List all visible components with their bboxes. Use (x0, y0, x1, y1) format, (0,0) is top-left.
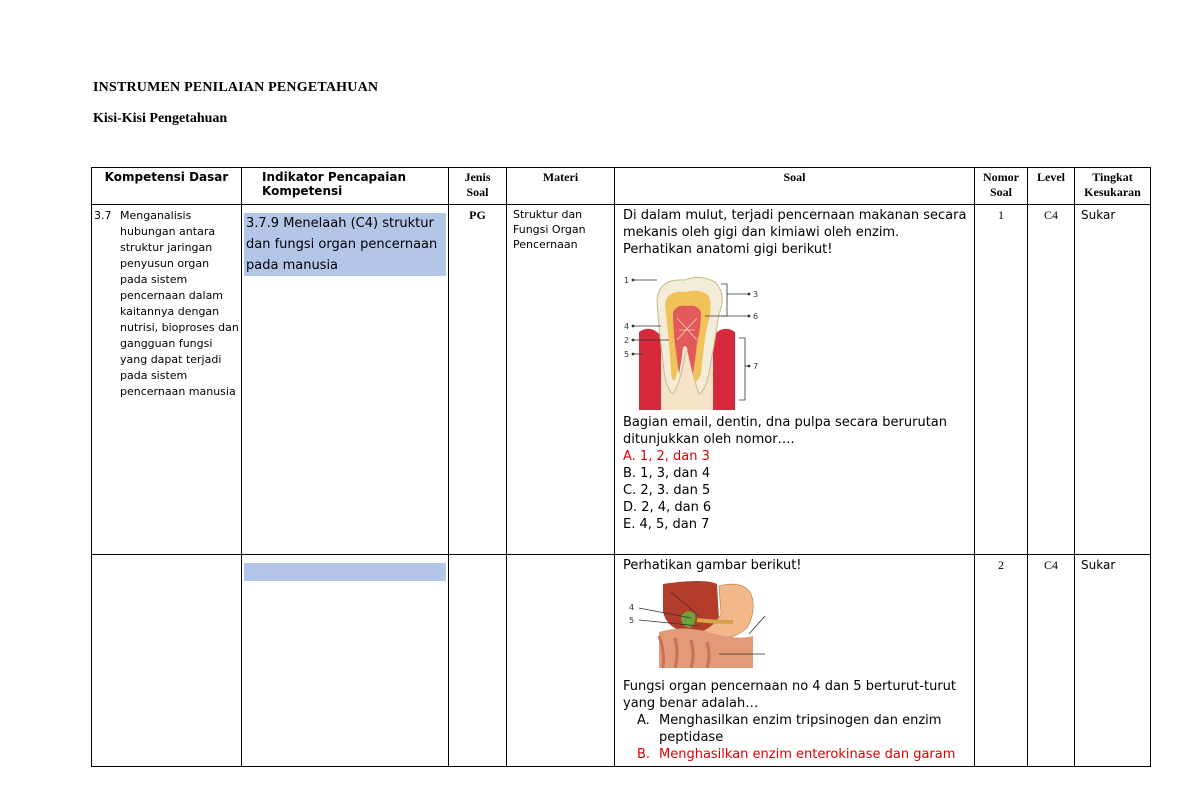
tingkat-kesukaran-cell: Sukar (1075, 555, 1151, 767)
tooth-label-6: 6 (753, 312, 759, 321)
answer-option-a: A. 1, 2, dan 3 (623, 449, 710, 464)
digestive-organs-figure (615, 576, 775, 668)
answer-option-b: B. Menghasilkan enzim enterokinase dan garam (637, 747, 956, 762)
indikator-cell (242, 555, 449, 767)
tooth-anatomy-figure (615, 270, 765, 410)
materi-cell (507, 555, 615, 767)
kd-description: Menganalisis hubungan antara struktur jaringan penyusun organ pada sistem pencernaan dalam kaitannya dengan nutrisi, bioproses dan gangguan fungsi yang dapat terjadi pada sistem pencernaan manusia (120, 209, 239, 398)
table-header-row (92, 168, 1151, 205)
tooth-label-5: 5 (624, 350, 630, 359)
materi-cell: Struktur dan Fungsi Organ Pencernaan (507, 205, 615, 555)
indikator-highlight (244, 563, 446, 581)
tooth-label-7: 7 (753, 362, 759, 371)
tooth-label-2: 2 (624, 336, 630, 345)
document-title: INSTRUMEN PENILAIAN PENGETAHUAN (93, 80, 379, 95)
header-level: Level (1028, 168, 1075, 205)
header-indikator: Indikator Pencapaian Kompetensi (242, 168, 449, 205)
answer-option-a: A. Menghasilkan enzim tripsinogen dan enzim (637, 713, 942, 728)
kompetensi-dasar-cell (92, 555, 242, 767)
answer-option-b: B. 1, 3, dan 4 (623, 466, 711, 481)
header-soal: Soal (615, 168, 975, 205)
indikator-highlight: 3.7.9 Menelaah (C4) struktur dan fungsi organ pencernaan pada manusia (244, 213, 446, 276)
level-cell: C4 (1028, 205, 1075, 555)
kd-number: 3.7 (94, 209, 112, 222)
table-row (92, 555, 1151, 767)
jenis-soal-cell (449, 555, 507, 767)
soal-cell: Di dalam mulut, terjadi pencernaan makanan secara mekanis oleh gigi dan kimiawi oleh enzim. Perhatikan anatomi gigi berikut! 1 2 3 4 5 6 7 Bagian email, dentin, dna pulpa secara berurutan ditunjukkan oleh nomor…. A. 1, 2, dan 3 B. 1, 3, dan 4 C. 2, 3. dan 5 D. 2, 4, dan 6 E. 4, 5, dan 7 (615, 205, 975, 555)
nomor-soal-cell: 2 (975, 555, 1028, 767)
answer-option-e: E. 4, 5, dan 7 (623, 517, 710, 532)
kisi-kisi-table (91, 167, 1151, 767)
organ-label-4: 4 (629, 603, 635, 612)
tooth-label-3: 3 (753, 290, 759, 299)
header-jenis-soal: Jenis Soal (449, 168, 507, 205)
kompetensi-dasar-cell (92, 205, 242, 555)
header-kompetensi-dasar: Kompetensi Dasar (92, 168, 242, 205)
level-cell: C4 (1028, 555, 1075, 767)
document-subtitle: Kisi-Kisi Pengetahuan (93, 111, 228, 126)
jenis-soal-cell: PG (449, 205, 507, 555)
answer-option-d: D. 2, 4, dan 6 (623, 500, 712, 515)
tooth-label-4: 4 (624, 322, 630, 331)
nomor-soal-cell: 1 (975, 205, 1028, 555)
indikator-cell (242, 205, 449, 555)
soal-cell: Perhatikan gambar berikut! 4 5 Fungsi organ pencernaan no 4 dan 5 berturut-turut yang benar adalah… A. Menghasilkan enzim tripsinogen dan enzim peptidase B. Menghasilkan enzim enterokinase dan garam (615, 555, 975, 767)
organ-label-5: 5 (629, 616, 635, 625)
header-nomor-soal: Nomor Soal (975, 168, 1028, 205)
answer-option-c: C. 2, 3. dan 5 (623, 483, 711, 498)
header-tingkat-kesukaran: Tingkat Kesukaran (1075, 168, 1151, 205)
tooth-label-1: 1 (624, 276, 630, 285)
header-materi: Materi (507, 168, 615, 205)
tingkat-kesukaran-cell: Sukar (1075, 205, 1151, 555)
table-row (92, 205, 1151, 555)
